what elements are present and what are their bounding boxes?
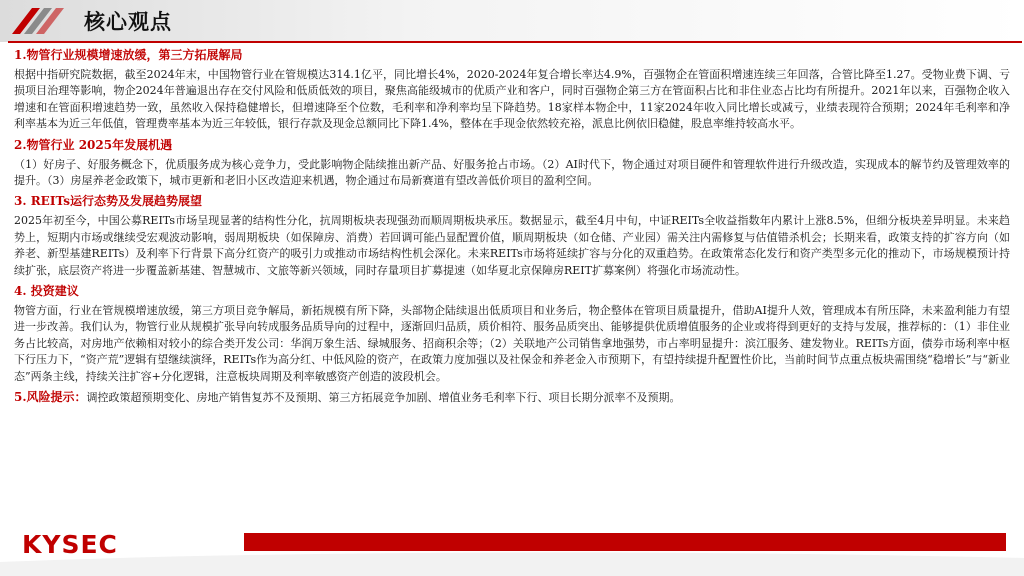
footer-brand: KYSEC (22, 530, 118, 559)
risk-label: 5.风险提示： (14, 390, 87, 405)
section-3 (14, 193, 1010, 279)
section-2 (14, 137, 1010, 190)
section-4 (14, 283, 1010, 385)
kysec-logo-icon (10, 4, 72, 38)
section-heading: 4. 投资建议 (14, 284, 79, 299)
section-body: （1）好房子、好服务概念下，优质服务成为核心竞争力，受此影响物企陆续推出新产品、好服务抢占市场。（2）AI时代下，物企通过对项目硬件和管理软件进行升级改造，实现成本的解节约及管理效率的提升。（3）房屋养老金政策下，城市更新和老旧小区改造迎来机遇，物企通过布局新赛道有望改善低价项目的盈利空间。 (14, 157, 1010, 188)
risk-warning (14, 389, 1010, 406)
title-underline (8, 41, 1022, 43)
main-content (14, 47, 1010, 406)
section-body: 物管方面，行业在管规模增速放缓，第三方项目竞争解局，新拓规模有所下降，头部物企陆续退出低质项目和业务后，物企整体在管项目质量提升，借助AI提升人效，管理成本有所压降，未来盈利能力有望进一步改善。我们认为，物管行业从规模扩张导向转成服务品质导向的过程中，逐渐回归品质，质价相符、服务品质突出、能够提供优质增值服务的企业或将得到更好的支持与发展，推荐标的：（1）非住业务占比较高，对房地产依赖相对较小的综合类开发公司：华润万象生活、绿城服务、招商积余等；（2）关联地产公司销售拿地强势，市占率明显提升：滨江服务、建发物业。REITs方面，债券市场利率中枢下行压力下，“资产荒”逻辑有望继续演绎，REITs作为高分红、中低风险的资产，在政策力度加强以及社保金和养老金入市预期下，有望持续提升配置性价比，当前时间节点重点板块需围绕“稳增长”与“新业态”两条主线，持续关注扩容+分化逻辑，注意板块周期及利率敏感资产创造的波段机会。 (14, 304, 1010, 383)
section-heading: 1.物管行业规模增速放缓，第三方拓展解局 (14, 48, 243, 62)
section-body: 2025年初至今，中国公募REITs市场呈现显著的结构性分化，抗周期板块表现强劲而顺周期板块承压。数据显示，截至4月中旬，中证REITs全收益指数年内累计上涨8.5%，但细分板块差异明显。未来趋势上，短期内市场或继续受宏观波动影响，弱周期板块（如保障房、消费）若回调可能凸显配置价值，顺周期板块（如仓储、产业园）需关注内需修复与估值错杀机会；长期来看，政策支持的扩容方向（如养老、新型基建REITs）及利率下行背景下高分红资产的吸引力或推动市场结构性机会深化。未来REITs市场将延续扩容与分化的双重趋势。在政策常态化发行和资产类型多元化的推动下，市场规模预计持续扩张，底层资产将进一步覆盖新基建、智慧城市、文旅等新兴领域，同时存量项目扩募提速（如华夏北京保障房REIT扩募案例）将强化市场流动性。 (14, 214, 1010, 277)
page-title: 核心观点 (84, 10, 172, 34)
risk-body: 调控政策超预期变化、房地产销售复苏不及预期、第三方拓展竞争加剧、增值业务毛利率下行、项目长期分派率不及预期。 (86, 391, 681, 405)
section-body: 根据中指研究院数据，截至2024年末，中国物管行业在管规模达314.1亿平，同比增长4%，2020-2024年复合增长率达4.9%，百强物企在管面积增速连续三年回落，合管比降至1.27。受物业费下调、亏损项目治理等影响，物企2024年普遍退出存在交付风险和低质低效的项目，聚焦高能级城市的优质产业和客户，同时百强物企第三方在管面积占比和非住业态占比均有所提升。2021年以来，百强物企收入增速和在管面积增速趋势一致，虽然收入保持稳健增长，但增速降至个位数，毛利率和净利率均呈下降趋势。18家样本物企中，11家2024年收入同比增长或减亏，业绩表现符合预期；2024年毛利率和净利率基本为近三年低值，管理费率基本为近三年较低，银行存款及现金总额同比下降1.4%，整体在手现金依然较充裕，派息比例依旧稳健，股息率维持较高水平。 (14, 68, 1010, 131)
section-heading: 3. REITs运行态势及发展趋势展望 (14, 194, 203, 209)
section-1 (14, 47, 1010, 133)
footer-swoosh (0, 548, 1024, 576)
section-heading: 2.物管行业 2025年发展机遇 (14, 137, 173, 152)
